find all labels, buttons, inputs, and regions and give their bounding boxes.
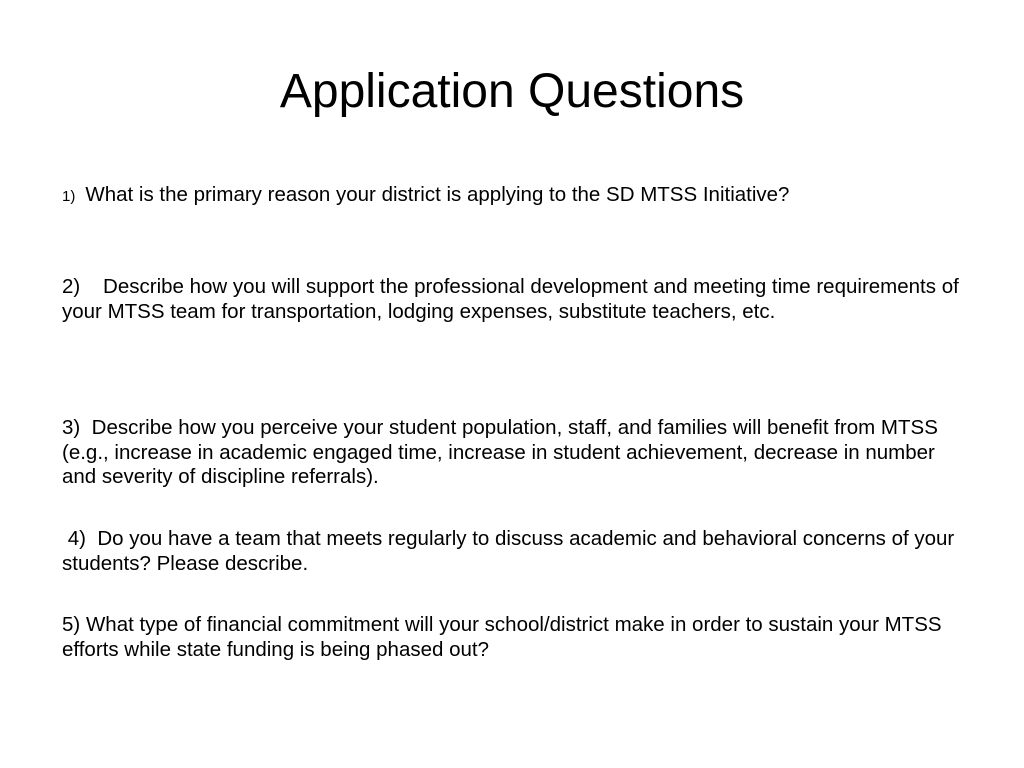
question-number: 5) [62, 613, 81, 636]
question-1 [62, 183, 967, 210]
question-5 [62, 613, 967, 662]
question-2 [62, 275, 967, 324]
question-3 [62, 416, 967, 490]
question-text: Describe how you perceive your student population, staff, and families will benefit from MTSS (e.g., increase in academic engaged time, increase in student achievement, decrease in number and severity of discipline referrals). [62, 416, 938, 488]
question-number: 3) [62, 416, 81, 439]
question-text: What type of financial commitment will your school/district make in order to sustain your MTSS efforts while state funding is being phased out? [62, 613, 942, 661]
question-text: Describe how you will support the professional development and meeting time requirements of your MTSS team for transportation, lodging expenses, substitute teachers, etc. [62, 275, 959, 323]
question-4 [62, 527, 967, 576]
question-text: Do you have a team that meets regularly to discuss academic and behavioral concerns of your students? Please describe. [62, 527, 955, 575]
question-number: 2) [62, 275, 81, 298]
question-number: 1) [62, 188, 76, 205]
question-text: What is the primary reason your district is applying to the SD MTSS Initiative? [85, 183, 790, 206]
slide-title: Application Questions [279, 65, 745, 118]
question-number: 4) [67, 527, 86, 550]
